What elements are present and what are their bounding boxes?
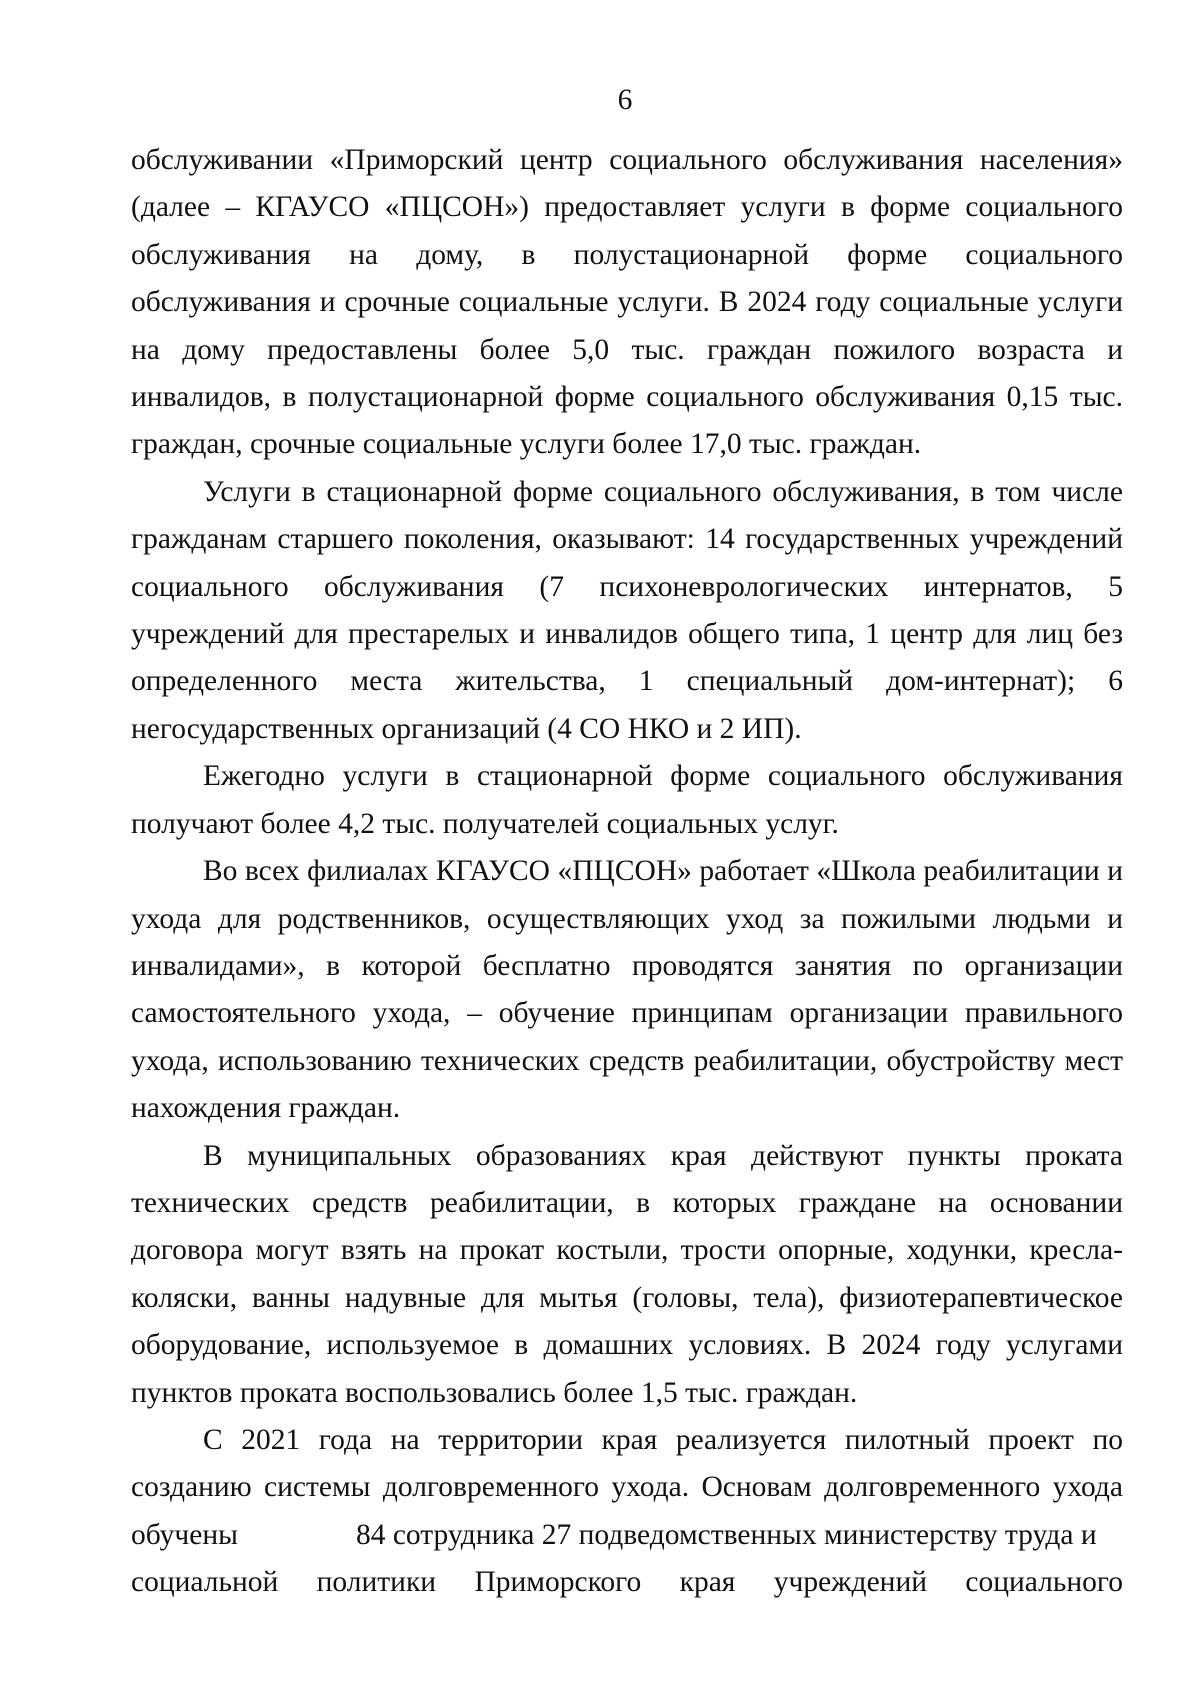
page-number: 6 xyxy=(617,84,633,116)
split-line-left: обучены xyxy=(131,1518,238,1551)
long-term-care-split-line xyxy=(131,1512,1123,1559)
long-term-care-line: социальной политики Приморского края учреждений социального xyxy=(131,1566,1123,1599)
paragraph-long-term-care xyxy=(131,1417,1123,1607)
paragraph-stationary-institutions: Услуги в стационарной форме социального обслуживания, в том числе гражданам старшего поколения, оказывают: 14 государственных учреждений социального обслуживания (7 психоневрологических интернатов, 5 учреждений для престарелых и инвалидов общего типа, 1 центр для лиц без определенного места жительства, 1 специальный дом-интернат); 6 негосударственных организаций (4 СО НКО и 2 ИП). xyxy=(131,475,1123,745)
split-line-right: 84 сотрудника 27 подведомственных министерству труда и xyxy=(355,1518,1097,1551)
paragraph-care-school: Во всех филиалах КГАУСО «ПЦСОН» работает «Школа реабилитации и ухода для родственников, осуществляющих уход за пожилыми людьми и инвалидами», в которой бесплатно проводятся занятия по организации самостоятельного ухода, – обучение принципам организации правильного ухода, использованию технических средств реабилитации, обустройству мест нахождения граждан. xyxy=(131,855,1123,1125)
body-text xyxy=(131,137,1123,1607)
long-term-care-line: С 2021 года на территории края реализуется пилотный проект по xyxy=(203,1423,1123,1456)
paragraph-rental-points: В муниципальных образованиях края действуют пункты проката технических средств реабилитации, в которых граждане на основании договора могут взять на прокат костыли, трости опорные, ходунки, кресла-коляски, ванны надувные для мытья (головы, тела), физиотерапевтическое оборудование, используемое в домашних условиях. В 2024 году услугами пунктов проката воспользовались более 1,5 тыс. граждан. xyxy=(131,1139,1123,1409)
long-term-care-line: созданию системы долговременного ухода. Основам долговременного ухода xyxy=(131,1471,1123,1504)
paragraph-social-services-forms: обслуживании «Приморский центр социального обслуживания населения» (далее – КГАУСО «ПЦСОН») предоставляет услуги в форме социального обслуживания на дому, в полустационарной форме социального обслуживания и срочные социальные услуги. В 2024 году социальные услуги на дому предоставлены более 5,0 тыс. граждан пожилого возраста и инвалидов, в полустационарной форме социального обслуживания 0,15 тыс. граждан, срочные социальные услуги более 17,0 тыс. граждан. xyxy=(131,144,1123,461)
paragraph-annual-recipients: Ежегодно услуги в стационарной форме социального обслуживания получают более 4,2 тыс. получателей социальных услуг. xyxy=(131,760,1123,840)
